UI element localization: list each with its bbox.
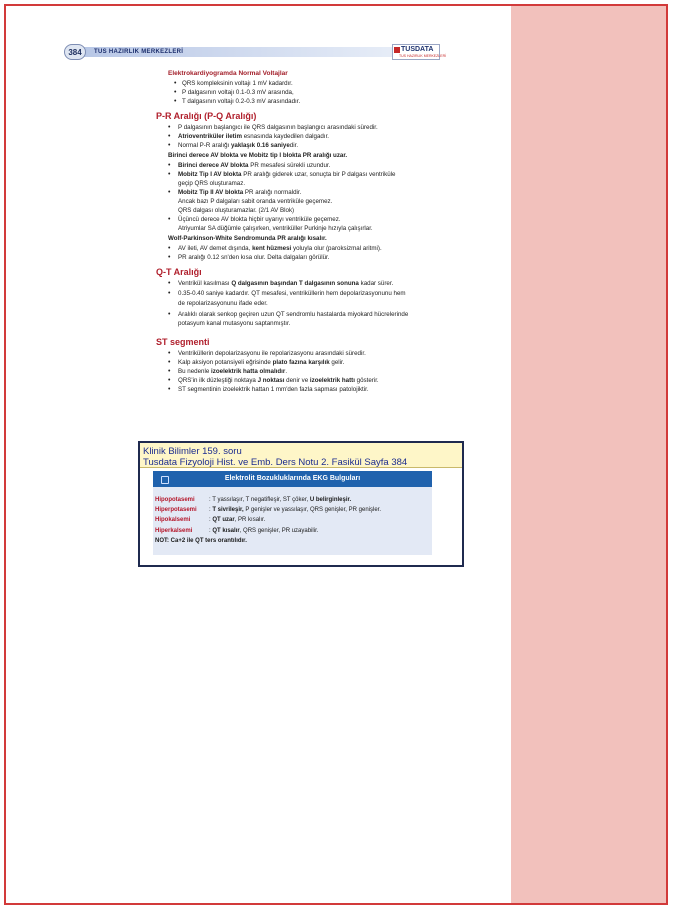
table-rows bbox=[155, 495, 381, 546]
section-heading-pr: P-R Aralığı (P-Q Aralığı) bbox=[156, 111, 257, 121]
av-block-list bbox=[156, 161, 446, 179]
list-item: • AV ileti, AV demet dışında, kent hüzmesi yoluyla olur (paroksizmal aritmi). bbox=[156, 244, 446, 253]
list-item-continuation: Ancak bazı P dalgaları sabit oranda ventriküle geçemez. bbox=[178, 198, 333, 205]
table-row: Hipopotasemi : T yassılaşır, T negatifleşir, ST çöker, U belirginleşir. bbox=[155, 497, 352, 503]
page-margin-panel bbox=[511, 6, 668, 905]
list-item: • PR aralığı 0.12 sn'den kısa olur. Delta dalgaları görülür. bbox=[156, 253, 446, 262]
list-item: • Normal P-R aralığı yaklaşık 0.16 saniyedir. bbox=[156, 141, 446, 150]
list-item: • Mobitz Tip I AV blokta PR aralığı giderek uzar, sonuçta bir P dalgası ventriküle bbox=[156, 170, 446, 179]
pr-list bbox=[156, 123, 446, 150]
list-item: • P dalgasının başlangıcı ile QRS dalgasının başlangıcı arasındaki süredir. bbox=[156, 123, 446, 132]
note-line-2: Tusdata Fizyoloji Hist. ve Emb. Ders Notu 2. Fasikül Sayfa 384 bbox=[143, 457, 408, 468]
table-row: Hipokalsemi : QT uzar, PR kısalır. bbox=[155, 517, 266, 524]
list-item-continuation: QRS dalgası oluşturamazlar. (2/1 AV Blok) bbox=[178, 207, 295, 214]
electrolyte-ekg-table bbox=[153, 471, 432, 555]
list-item: • Mobitz Tip II AV blokta PR aralığı normaldir. bbox=[156, 188, 446, 197]
reference-box bbox=[138, 441, 464, 567]
list-item: • ST segmentinin izoelektrik hattan 1 mm'den fazla sapması patolojiktir. bbox=[156, 385, 446, 394]
list-item: • Birinci derece AV blokta PR mesafesi sürekli uzundur. bbox=[156, 161, 446, 170]
section-heading-voltaj: Elektrokardiyogramda Normal Voltajlar bbox=[168, 70, 288, 77]
page-frame bbox=[4, 4, 668, 905]
list-item: • QRS kompleksinin voltajı 1 mV kadardır. bbox=[156, 79, 446, 88]
table-row: Hiperkalsemi : QT kısalır, QRS genişler, PR uzayabilir. bbox=[155, 527, 319, 534]
list-item-continuation: geçip QRS oluşturamaz. bbox=[178, 180, 246, 187]
document-icon bbox=[161, 476, 169, 484]
list-item: • 0.35-0.40 saniye kadardır. QT mesafesi, ventriküllerin hem depolarizasyonunu hem bbox=[156, 289, 446, 299]
page-number: 384 bbox=[64, 44, 86, 60]
wpw-list bbox=[156, 244, 446, 262]
list-item-continuation: Atriyumlar SA düğümle çalışırken, ventriküller Purkinje hızıyla çalışırlar. bbox=[178, 225, 373, 232]
list-item: • Bu nedenle izoelektrik hatta olmalıdır. bbox=[156, 367, 446, 376]
list-item: • Kalp aksiyon potansiyeli eğrisinde plato fazına karşılık gelir. bbox=[156, 358, 446, 367]
list-item: • QRS'in ilk düzleştiği noktaya J noktası denir ve izoelektrik hattı gösterir. bbox=[156, 376, 446, 385]
wpw-line: Wolf-Parkinson-White Sendromunda PR aralığı kısalır. bbox=[168, 235, 327, 242]
av-block-list-2 bbox=[156, 188, 446, 197]
list-item: • Aralıklı olarak senkop geçiren uzun QT sendromlu hastalarda miyokard hücrelerinde bbox=[156, 310, 446, 319]
list-item: • Üçüncü derece AV blokta hiçbir uyarıyı ventriküle geçemez. bbox=[156, 215, 446, 224]
st-list bbox=[156, 349, 446, 394]
note-line-1: Klinik Bilimler 159. soru bbox=[143, 446, 242, 457]
qt-list bbox=[156, 279, 446, 299]
list-item: • Atrioventriküler iletim esnasında kaydedilen dalgadır. bbox=[156, 132, 446, 141]
question-reference-note bbox=[140, 443, 462, 468]
av-block-line: Birinci derece AV blokta ve Mobitz tip I blokta PR aralığı uzar. bbox=[168, 152, 348, 159]
logo-main-text: TUSDATA bbox=[401, 46, 434, 53]
header-title: TUS HAZIRLIK MERKEZLERİ bbox=[94, 49, 184, 55]
page-header bbox=[64, 44, 447, 60]
logo-sub-text: TUS HAZIRLIK MERKEZLERİ bbox=[399, 54, 447, 58]
table-title-text: Elektrolit Bozukluklarında EKG Bulguları bbox=[224, 475, 361, 482]
qt-list-2 bbox=[156, 310, 446, 319]
list-item: • P dalgasının voltajı 0.1-0.3 mV arasında, bbox=[156, 88, 446, 97]
list-item: • Ventrikül kasılması Q dalgasının başından T dalgasının sonuna kadar sürer. bbox=[156, 279, 446, 289]
table-title bbox=[153, 471, 432, 487]
tusdata-logo bbox=[392, 44, 447, 60]
logo-mark-icon bbox=[394, 47, 400, 53]
page-content bbox=[156, 69, 446, 394]
table-row: Hiperpotasemi : T sivrileşir, P genişler ve yassılaşır, QRS genişler, PR genişler. bbox=[155, 507, 381, 514]
list-item-continuation: potasyum kanal mutasyonu saptanmıştır. bbox=[178, 320, 291, 327]
section-heading-qt: Q-T Aralığı bbox=[156, 267, 202, 277]
section-heading-st: ST segmenti bbox=[156, 337, 210, 347]
list-item-continuation: de repolarizasyonunu ifade eder. bbox=[178, 300, 268, 307]
av-block-list-3 bbox=[156, 215, 446, 224]
table-note: NOT: Ca+2 ile QT ters orantılıdır. bbox=[155, 537, 247, 544]
list-item: • Ventriküllerin depolarizasyonu ile repolarizasyonu arasındaki süredir. bbox=[156, 349, 446, 358]
list-item: • T dalgasının voltajı 0.2-0.3 mV arasındadır. bbox=[156, 97, 446, 106]
voltaj-list bbox=[156, 79, 446, 106]
